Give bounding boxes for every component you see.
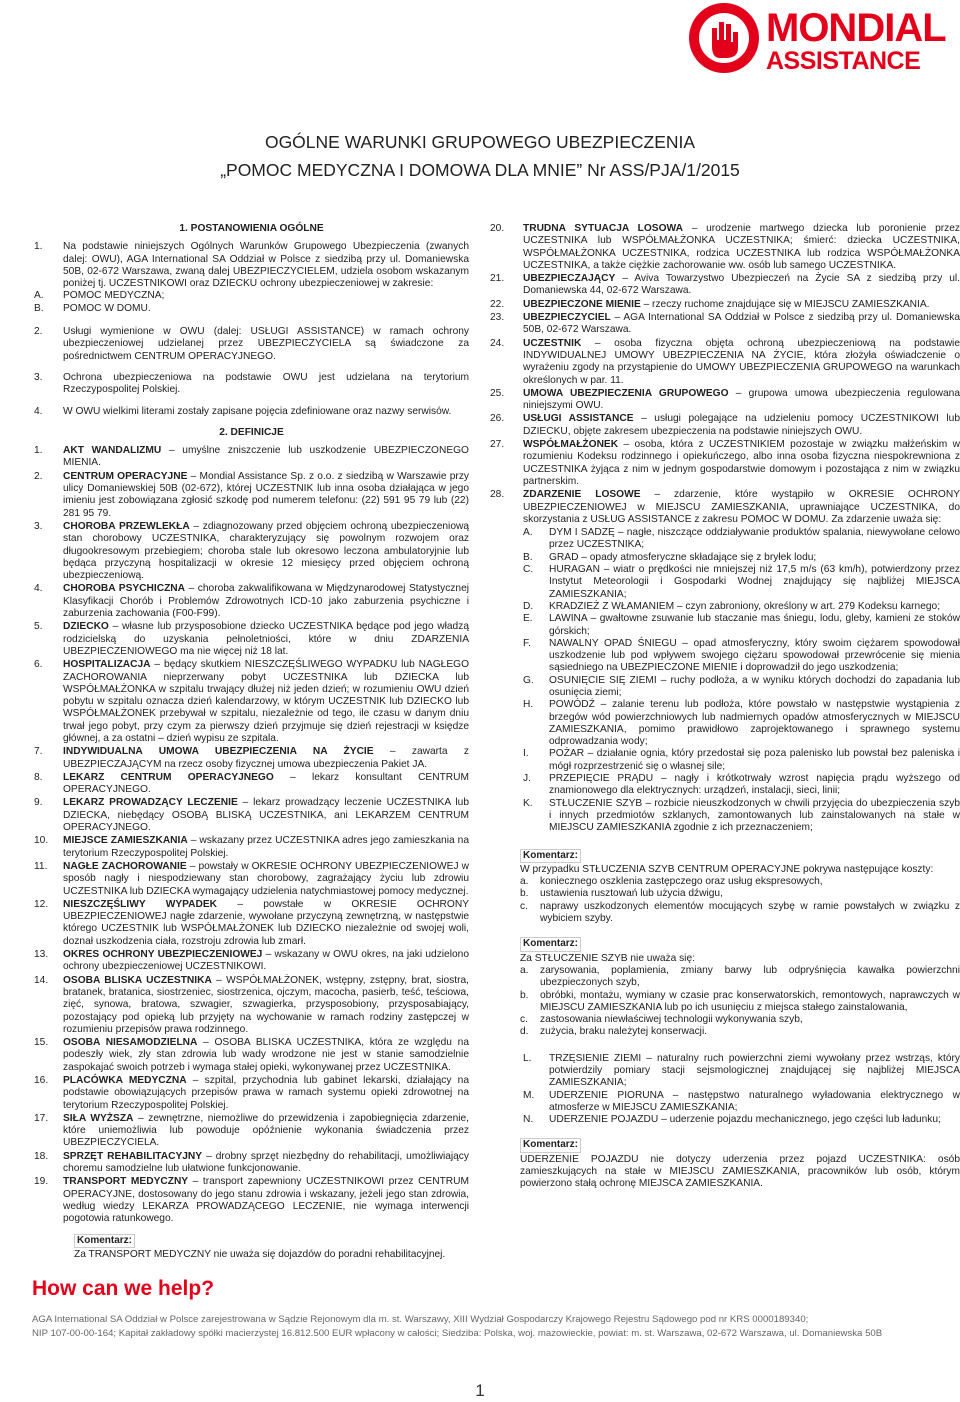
definition-term: LEKARZ PROWADZĄCY LECZENIE — [63, 797, 238, 809]
brand-name: MONDIAL — [766, 6, 946, 50]
legal-line-2: NIP 107-00-00-164; Kapitał zakładowy spółki macierzystej 16.812.500 EUR wpłacony w całości; Siedziba: Polska, woj. mazowieckie, powiat: m. st. Warszawa, 02-672 Warszawa, ul. Domaniewska 50B — [32, 1328, 883, 1339]
list-letter: C. — [523, 564, 534, 576]
definition-item — [490, 273, 960, 298]
left-column — [34, 223, 469, 1261]
definition-term: UCZESTNIK — [523, 337, 582, 349]
list-letter: B. — [523, 551, 533, 563]
item-number: 2. — [34, 326, 43, 338]
definition-text: – OSOBA BLISKA UCZESTNIKA, która ze względu na podeszły wiek, zły stan zdrowia lub wady wrodzone nie jest w stanie samodzielnie zaspokajać swoich potrzeb i wymaga stałej opieki, wykonywanej przez UCZESTNIKA. — [63, 1037, 469, 1073]
list-letter: b. — [520, 888, 529, 900]
list-text: zastosowania niewłaściwej technologii wykonywania szyb, — [540, 1014, 803, 1026]
definition-item — [34, 797, 469, 834]
item-number: 5. — [34, 621, 43, 633]
definition-item — [34, 899, 469, 948]
section-2-heading: 2. DEFINICJE — [219, 426, 284, 438]
item-text: Na podstawie niniejszych Ogólnych Warunków Grupowego Ubezpieczenia (zwanych dalej: OWU), AGA International SA Oddział w Polsce z siedzibą przy ul. Domaniewska 50B, 02-672 Warszawa, zwaną dalej UBEZPIECZYCIELEM, udziela osobom wskazanym poniżej tj. UCZESTNIKOWI oraz DZIECKU ochrony ubezpieczeniowej w zakresie: — [63, 241, 469, 290]
definition-item — [34, 835, 469, 860]
item-number: 20. — [490, 223, 505, 234]
list-text: zużycia, braku należytej konserwacji. — [540, 1026, 708, 1038]
definition-term: CENTRUM OPERACYJNE — [63, 470, 188, 482]
scope-item — [34, 303, 469, 315]
section-1-item — [34, 406, 469, 418]
list-item — [520, 990, 960, 1015]
definition-text: – powstały w OKRESIE OCHRONY UBEZPIECZENIOWEJ w sposób nagły i niespodziewany stan chorobowy, zagrażający życiu lub zdrowiu UCZESTNIKA lub DZIECKA wymagający udzielenia natychmiastowej pomocy medycznej. — [63, 860, 469, 897]
definition-term: INDYWIDUALNA UMOWA UBEZPIECZENIA NA ŻYCIE — [63, 746, 374, 758]
definition-text: – powstałe w OKRESIE OCHRONY UBEZPIECZENIOWEJ nagłe zdarzenie, wywołane przyczyną zewnętrzną, w następstwie którego UCZESTNIK lub WSPÓŁMAŁŻONEK lub DZIECKO niezależnie od swojej woli, doznał uszkodzenia ciała, rozstroju zdrowia lub zmarł. — [63, 898, 469, 947]
comment-text: UDERZENIE POJAZDU nie dotyczy uderzenia przez pojazd UCZESTNIKA: osób zamieszkujących na stałe w MIEJSCU ZAMIESZKANIA, pracowników lub osób, którym powierzono stałą ochronę MIEJSCA ZAMIESZKANIA. — [520, 1153, 960, 1190]
list-letter: a. — [520, 876, 529, 888]
definition-item — [490, 489, 960, 526]
section-1-item — [34, 372, 469, 397]
definition-text: – osoba fizyczna objęta ochroną ubezpieczeniową na podstawie INDYWIDUALNEJ UMOWY UBEZPIECZENIA NA ŻYCIE, która złożyła oświadczenie o wyrażeniu zgody na przystąpienie do UMOWY UBEZPIECZENIA GRUPOWEGO na warunkach określonych w par. 11. — [523, 337, 960, 386]
definition-term: NAGŁE ZACHOROWANIE — [63, 860, 187, 872]
item-number: 14. — [34, 974, 49, 986]
definition-text: – zdarzenie, które wystąpiło w OKRESIE OCHRONY UBEZPIECZENIOWEJ w MIEJSCU ZAMIESZKANIA, uprawniające UCZESTNIKA, do skorzystania z USŁUG ASSISTANCE z zakresu POMOC W DOMU. Za zdarzenie uważa się: — [523, 489, 960, 525]
definition-term: UBEZPIECZONE MIENIE — [523, 298, 641, 310]
definition-term: WSPÓŁMAŁŻONEK — [523, 439, 619, 451]
item-number: 8. — [34, 771, 43, 783]
brand-logo — [688, 2, 960, 84]
item-number: 11. — [34, 860, 48, 872]
list-item — [523, 699, 960, 748]
item-number: 18. — [34, 1150, 49, 1162]
definition-text: – wskazany w OWU okres, na jaki udzielono ochrony ubezpieczeniowej UCZESTNIKOWI. — [63, 949, 469, 973]
definition-item — [34, 1151, 469, 1176]
document-title-line1: OGÓLNE WARUNKI GRUPOWEGO UBEZPIECZENIA — [264, 132, 696, 152]
definition-term: MIEJSCE ZAMIESZKANIA — [63, 835, 188, 847]
item-number: 13. — [34, 949, 49, 961]
list-text: NAWALNY OPAD ŚNIEGU – opad atmosferyczny, który swoim ciężarem spowodował uszkodzenie lub pod wpływem swojego ciężaru spowodował przewrócenie się mienia sąsiedniego na UBEZPIECZONE MIENIE i doprowadził do jego uszkodzenia; — [549, 637, 960, 674]
list-item — [523, 527, 960, 552]
list-item — [523, 1090, 960, 1115]
list-item — [520, 1026, 960, 1038]
list-letter: K. — [523, 797, 533, 809]
comment-intro: W przypadku STŁUCZENIA SZYB CENTRUM OPERACYJNE pokrywa następujące koszty: — [520, 863, 934, 875]
definition-term: CHOROBA PRZEWLEKŁA — [63, 520, 190, 532]
list-text: UDERZENIE POJAZDU – uderzenie pojazdu mechanicznego, jego części lub ładunku; — [549, 1114, 941, 1126]
item-number: 22. — [490, 298, 505, 310]
definition-item — [490, 439, 960, 488]
section-1-item — [34, 326, 469, 363]
definition-term: SPRZĘT REHABILITACYJNY — [63, 1150, 203, 1162]
definition-text: – AGA International SA Oddział w Polsce z siedzibą przy ul. Domaniewska 50B, 02-672 Warszawa. — [523, 312, 960, 336]
item-number: 15. — [34, 1037, 49, 1049]
legal-line-1: AGA International SA Oddział w Polsce zarejestrowana w Sądzie Rejonowym dla m. st. Warszawy, XIII Wydział Gospodarczy Krajowego Rejestru Sądowego pod nr KRS 0000189340; — [32, 1314, 809, 1325]
definitions-list — [34, 445, 469, 1225]
list-item — [523, 601, 960, 613]
list-letter: E. — [523, 613, 533, 625]
definition-text: – wskazany przez UCZESTNIKA adres jego zamieszkania na terytorium Rzeczypospolitej Polskiej. — [63, 835, 469, 859]
mondial-hand-logo-icon — [688, 2, 760, 74]
definition-term: TRANSPORT MEDYCZNY — [63, 1176, 189, 1188]
list-text: STŁUCZENIE SZYB – rozbicie nieuszkodzonych w chwili przyjęcia do ubezpieczenia szyb i innych przedmiotów szklanych, zamontowanych lub zainstalowanych na stałe w MIEJSCU ZAMIESZKANIA zgodnie z ich przeznaczeniem; — [549, 797, 960, 834]
list-item — [523, 638, 960, 675]
list-letter: d. — [520, 1026, 529, 1038]
list-letter: c. — [520, 1014, 528, 1026]
list-letter: A. — [523, 527, 533, 539]
definition-term: TRUDNA SYTUACJA LOSOWA — [523, 223, 683, 234]
definition-item — [490, 312, 960, 337]
list-letter: b. — [520, 989, 529, 1001]
list-text: POWÓDŹ – zalanie terenu lub podłoża, które powstało w następstwie wystąpienia z brzegów wód powierzchniowych lub nadmiernych opadów atmosferycznych w MIEJSCU ZAMIESZKANIA, pomimo prawidłowo zaprojektowanego i sprawnego systemu odprowadzania wody; — [549, 699, 960, 748]
list-item — [523, 1114, 960, 1126]
definition-text: – szpital, przychodnia lub gabinet lekarski, działający na podstawie obowiązujących przepisów prawa w ramach systemu opieki zdrowotnej na terytorium Rzeczypospolitej Polskiej. — [63, 1075, 469, 1111]
definition-text: – grupowa umowa ubezpieczenia regulowana niniejszymi OWU. — [523, 387, 960, 412]
item-number: 4. — [34, 405, 43, 417]
scope-letter: B. — [34, 302, 44, 314]
definition-text: – własne lub przysposobione dziecko UCZESTNIKA będące pod jego władzą rodzicielską do uzyskania pełnoletniości, które w dniu ZDARZENIA UBEZPIECZENIOWEGO ma nie więcej niż 18 lat. — [63, 621, 469, 657]
definition-text: – zdiagnozowany przed objęciem ochroną ubezpieczeniową stan chorobowy UCZESTNIKA, charakteryzujący się powolnym rozwojem oraz długookresowym przebiegiem; choroba stale lub okresowo leczona ambulatoryjnie lub będąca przyczyną hospitalizacji w okresie 12 miesięcy przed objęciem ochroną ubezpieczeniową. — [63, 520, 470, 582]
definition-text: – Aviva Towarzystwo Ubezpieczeń na Życie SA z siedzibą przy ul. Domaniewska 44, 02-672 Warszawa. — [523, 273, 960, 297]
definition-term: PLACÓWKA MEDYCZNA — [63, 1075, 187, 1086]
list-item — [523, 613, 960, 638]
item-number: 4. — [34, 583, 43, 595]
definition-text: – drobny sprzęt niezbędny do rehabilitacji, umożliwiający choremu samodzielne lub ułatwione funkcjonowanie. — [63, 1150, 469, 1175]
document-title-line2: „POMOC MEDYCZNA I DOMOWA DLA MNIE” Nr ASS/PJA/1/2015 — [220, 160, 740, 180]
list-letter: N. — [523, 1114, 534, 1126]
definition-item — [34, 1037, 469, 1074]
list-letter: M. — [523, 1089, 535, 1101]
definition-text: – lekarz prowadzący leczenie UCZESTNIKA lub DZIECKA, niebędący OSOBĄ BLISKĄ UCZESTNIKA, ani LEKARZEM CENTRUM OPERACYJNEGO. — [63, 797, 469, 834]
item-text: W OWU wielkimi literami zostały zapisane pojęcia zdefiniowane oraz nazwy serwisów. — [63, 405, 452, 417]
list-text: obróbki, montażu, wymiany w czasie prac konserwatorskich, remontowych, naprawczych w MIEJSCU ZAMIESZKANIA lub po ich usunięciu z miejsca stałego zainstalowania, — [540, 989, 960, 1013]
item-number: 25. — [490, 387, 505, 399]
item-number: 19. — [34, 1176, 49, 1188]
comment-text: Za TRANSPORT MEDYCZNY nie uważa się dojazdów do poradni rehabilitacyjnej. — [74, 1248, 446, 1260]
section-1-item — [34, 241, 469, 315]
definition-item — [34, 975, 469, 1036]
comment-label: Komentarz: — [520, 1138, 581, 1152]
definition-term: USŁUGI ASSISTANCE — [523, 413, 634, 425]
definition-text: – choroba zakwalifikowana w Międzynarodowej Statystycznej Klasyfikacji Chorób i Problemów Zdrowotnych ICD-10 jako zaburzenia psychiczne i zaburzenia zachowania (F00-F99). — [63, 583, 470, 620]
list-text: PRZEPIĘCIE PRĄDU – nagły i krótkotrwały wzrost napięcia prądu wyższego od znamionowego dla elektrycznych: urządzeń, instalacji, sieci, linii; — [549, 773, 960, 797]
list-text: ustawienia rusztowań lub użycia dźwigu, — [540, 888, 723, 900]
item-number: 6. — [34, 659, 43, 671]
definition-text: – będący skutkiem NIESZCZĘŚLIWEGO WYPADKU lub NAGŁEGO ZACHOROWANIA nieprzerwany pobyt UCZESTNIKA lub DZIECKA lub WSPÓŁMAŁŻONKA w szpitalu trwający dłużej niż jeden dzień; w rozumieniu OWU dzień pobytu w szpitalu oznacza dzień kalendarzowy, w którym UCZESTNIK lub DZIECKO lub WSPÓŁMAŁŻONEK przebywał w szpitalu, niezależnie od tego, ile czasu w danym dniu trwał jego pobyt, przy czym za pierwszy dzień przyjmuje się dzień rejestracji w księdze głównej, a za ostatni – dzień wypisu ze szpitala. — [63, 659, 469, 744]
comment-box — [34, 1234, 469, 1262]
definition-item — [34, 949, 469, 974]
definition-item — [34, 445, 469, 470]
definition-term: AKT WANDALIZMU — [63, 445, 162, 457]
definition-term: CHOROBA PSYCHICZNA — [63, 583, 186, 595]
comment-list — [520, 965, 960, 1039]
item-text: Ochrona ubezpieczeniowa na podstawie OWU jest udzielana na terytorium Rzeczypospolitej Polskiej. — [63, 371, 469, 396]
definition-term: OSOBA BLISKA UCZESTNIKA — [63, 974, 212, 986]
definition-text: – urodzenie martwego dziecka lub poronienie przez UCZESTNIKA lub WSPÓŁMAŁŻONKA UCZESTNIKA; śmierć: dziecka UCZESTNIKA, WSPÓŁMAŁŻONKA UCZESTNIKA, rodzica UCZESTNIKA lub rodzica WSPÓŁMAŁŻONKA UCZESTNIKA, a także ciężkie zachorowanie ww. osób lub samego UCZESTNIKA. — [523, 223, 960, 271]
list-item — [523, 552, 960, 564]
item-number: 27. — [490, 439, 505, 451]
definition-term: DZIECKO — [63, 621, 109, 633]
definition-term: ZDARZENIE LOSOWE — [523, 489, 641, 501]
definition-item — [34, 861, 469, 898]
list-text: HURAGAN – wiatr o prędkości nie mniejszej niż 17,5 m/s (63 km/h), potwierdzony przez Instytut Meteorologii i Gospodarki Wodnej znajdujący się najbliżej MIEJSCA ZAMIESZKANIA; — [549, 564, 960, 600]
list-item — [523, 564, 960, 601]
definition-item — [34, 583, 469, 620]
list-text: POŻAR – działanie ognia, który przedostał się poza palenisko lub powstał bez paleniska i mógł rozprzestrzenić się o własnej sile; — [549, 748, 960, 772]
definition-text: – usługi polegające na udzieleniu pomocy UCZESTNIKOWI lub DZIECKU, objęte zakresem ubezpieczenia na podstawie niniejszych OWU. — [523, 413, 960, 437]
definition-text: – Mondial Assistance Sp. z o.o. z siedzibą w Warszawie przy ulicy Domaniewskiej 50B (02-672), której UCZESTNIK lub inna osoba działająca w jego imieniu jest zobowiązana zgłosić szkodę pod numerem telefonu: (22) 591 95 79 lub (22) 281 95 79. — [63, 470, 470, 519]
definition-text: – zawarta z UBEZPIECZAJĄCYM na rzecz osoby fizycznej umowa ubezpieczenia Pakiet JA. — [63, 746, 469, 770]
definition-term: SIŁA WYŻSZA — [63, 1112, 134, 1124]
list-item — [520, 901, 960, 926]
list-item — [523, 773, 960, 798]
legal-footer — [32, 1313, 932, 1341]
list-text: zarysowania, poplamienia, zmiany barwy lub odpryśnięcia kawałka powierzchni ubezpieczonych szyb, — [540, 964, 960, 989]
item-number: 17. — [34, 1112, 49, 1124]
definition-text: – rzeczy ruchome znajdujące się w MIEJSCU ZAMIESZKANIA. — [640, 298, 930, 310]
list-text: UDERZENIE PIORUNA – następstwo naturalnego wyładowania elektrycznego w atmosferze w MIEJSCU ZAMIESZKANIA; — [549, 1089, 960, 1113]
list-text: koniecznego oszklenia zastępczego oraz usług ekspresowych, — [540, 876, 823, 888]
help-heading: How can we help? — [32, 1277, 215, 1300]
definition-item — [34, 1176, 469, 1225]
definition-term: HOSPITALIZACJA — [63, 659, 151, 671]
definition-item — [34, 772, 469, 797]
definition-term: UBEZPIECZAJĄCY — [523, 273, 616, 285]
right-column — [490, 223, 960, 1191]
list-item — [520, 888, 960, 900]
definition-item — [34, 659, 469, 745]
definition-item — [490, 223, 960, 272]
list-letter: c. — [520, 900, 528, 912]
definition-term: OSOBA NIESAMODZIELNA — [63, 1037, 198, 1049]
item-number: 1. — [34, 445, 43, 457]
item-number: 10. — [34, 835, 49, 847]
definition-item — [34, 1113, 469, 1150]
list-item — [523, 798, 960, 835]
definition-item — [34, 521, 469, 582]
item-number: 7. — [34, 746, 43, 758]
definition-item — [34, 621, 469, 658]
scope-letter: A. — [34, 290, 44, 302]
definition-item — [34, 471, 469, 520]
section-1-heading: 1. POSTANOWIENIA OGÓLNE — [179, 223, 324, 234]
list-letter: G. — [523, 674, 534, 686]
comment-box — [490, 849, 960, 926]
item-number: 23. — [490, 312, 505, 324]
list-letter: a. — [520, 964, 529, 976]
list-item — [523, 1053, 960, 1090]
list-letter: L. — [523, 1052, 532, 1064]
definition-term: UMOWA UBEZPIECZENIA GRUPOWEGO — [523, 387, 729, 399]
definition-text: – transport zapewniony UCZESTNIKOWI przez CENTRUM OPERACYJNE, dostosowany do jego stanu zdrowia i wskazany, jeżeli jego stan zdrowia, według wiedzy LEKARZA PROWADZĄCEGO LECZENIE, nie wymaga interwencji pogotowia ratunkowego. — [63, 1176, 469, 1225]
list-text: LAWINA – gwałtowne zsuwanie lub staczanie mas śniegu, lodu, gleby, kamieni ze stoków górskich; — [549, 613, 960, 637]
definition-item — [34, 1075, 469, 1112]
comment-box — [490, 1138, 960, 1190]
comment-label: Komentarz: — [74, 1234, 135, 1248]
item-number: 16. — [34, 1075, 49, 1086]
definition-term: NIESZCZĘŚLIWY WYPADEK — [63, 898, 218, 910]
list-item — [520, 876, 960, 888]
item-number: 26. — [490, 413, 505, 425]
definition-term: OKRES OCHRONY UBEZPIECZENIOWEJ — [63, 949, 263, 961]
brand-sub: ASSISTANCE — [766, 47, 921, 75]
events-list-continued — [490, 1053, 960, 1127]
item-text: Usługi wymienione w OWU (dalej: USŁUGI ASSISTANCE) w ramach ochrony ubezpieczeniowej udzielanej przez UBEZPIECZYCIELA są świadczone za pośrednictwem CENTRUM OPERACYJNEGO. — [63, 326, 469, 362]
definition-text: – zewnętrzne, niemożliwe do przewidzenia i zapobiegnięcia zdarzenie, które uniemożliwia lub powoduje opóźnienie wykonania świadczenia przez UBEZPIECZYCIELA. — [63, 1112, 470, 1149]
list-text: OSUNIĘCIE SIĘ ZIEMI – ruchy podłoża, a w wyniku których dochodzi do zapadania lub osunięcia ziemi; — [549, 674, 960, 698]
comment-intro: Za STŁUCZENIE SZYB nie uważa się: — [520, 952, 695, 964]
item-number: 12. — [34, 898, 49, 910]
item-number: 3. — [34, 371, 43, 383]
events-list — [490, 527, 960, 834]
definition-text: – WSPÓŁMAŁŻONEK, wstępny, zstępny, brat, siostra, bratanek, bratanica, siostrzeniec, siostrzenica, ojczym, macocha, pasierb, teść, teściowa, zięć, synowa, bratowa, szwagier, szwagierka, przysposobiony, przysposabiający, pozostający pod opieką lub przyjęty na wychowanie w ramach rodziny zastępczej w rozumieniu przepisów prawa rodzinnego. — [63, 974, 469, 1035]
list-item — [520, 1014, 960, 1026]
definition-term: LEKARZ CENTRUM OPERACYJNEGO — [63, 771, 274, 783]
comment-label: Komentarz: — [520, 937, 581, 951]
comment-label: Komentarz: — [520, 849, 581, 863]
scope-text: POMOC W DOMU. — [63, 302, 151, 314]
item-number: 2. — [34, 470, 43, 482]
item-number: 9. — [34, 797, 43, 809]
list-text: KRADZIEŻ Z WŁAMANIEM – czyn zabroniony, określony w art. 279 Kodeksu karnego; — [549, 600, 941, 612]
scope-item — [34, 290, 469, 302]
item-number: 21. — [490, 273, 505, 285]
list-text: TRZĘSIENIE ZIEMI – naturalny ruch powierzchni ziemi wywołany przez wstrząs, który potwierdzily pomiary stacji sejsmologicznej znajdującej się najbliżej MIEJSCA ZAMIESZKANIA; — [549, 1052, 960, 1089]
list-text: GRAD – opady atmosferyczne składające się z bryłek lodu; — [549, 551, 817, 563]
item-number: 24. — [490, 337, 505, 349]
definition-text: – osoba, która z UCZESTNIKIEM pozostaje w związku małżeńskim w rozumieniu Kodeksu rodzinnego i opiekuńczego, albo inna osoba fizyczna niespokrewniona z UCZESTNIKA żyjąca z nim w jednym gospodarstwie domowym i pozostająca z nim w związku partnerskim. — [523, 439, 960, 487]
item-number: 3. — [34, 520, 43, 532]
item-number: 28. — [490, 489, 505, 501]
list-letter: I. — [523, 748, 529, 760]
comment-list — [520, 876, 960, 925]
definition-item — [34, 746, 469, 771]
list-letter: F. — [523, 637, 531, 649]
definition-item — [490, 299, 960, 311]
comment-box — [490, 937, 960, 1038]
list-letter: J. — [523, 773, 531, 785]
list-item — [520, 965, 960, 990]
list-letter: H. — [523, 699, 534, 711]
list-item — [523, 748, 960, 773]
list-text: naprawy uszkodzonych elementów mocujących szybę w ramie powstałych w związku z wybiciem szyby. — [540, 900, 960, 925]
definition-text: – lekarz konsultant CENTRUM OPERACYJNEGO. — [63, 771, 469, 796]
page-number: 1 — [475, 1381, 485, 1400]
list-letter: D. — [523, 600, 534, 612]
item-number: 1. — [34, 241, 43, 253]
definition-item — [490, 338, 960, 387]
definition-term: UBEZPIECZYCIEL — [523, 312, 611, 324]
list-item — [523, 675, 960, 700]
definitions-list-continued — [490, 223, 960, 526]
scope-text: POMOC MEDYCZNA; — [63, 290, 165, 302]
definition-item — [490, 413, 960, 438]
definition-text: – umyślne zniszczenie lub uszkodzenie UBEZPIECZONEGO MIENIA. — [63, 445, 469, 469]
list-text: DYM I SADZĘ – nagłe, niszczące oddziaływanie produktów spalania, niewywołane celowo przez UCZESTNIKA; — [549, 527, 960, 551]
definition-item — [490, 388, 960, 413]
